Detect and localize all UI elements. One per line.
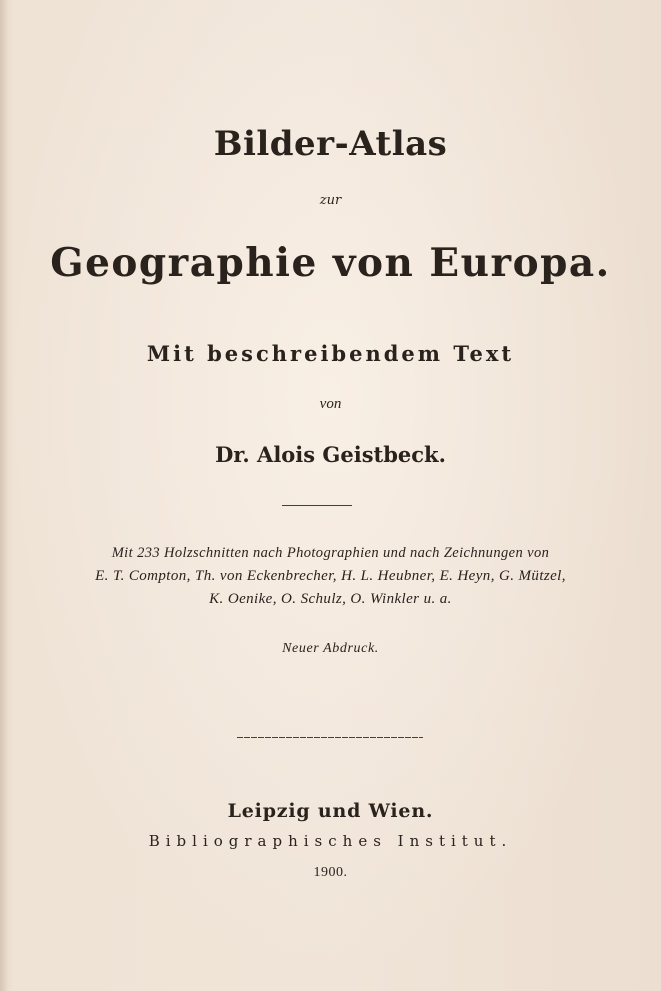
title-line-2: Geographie von Europa. <box>50 240 611 286</box>
illustrations-credit-line-3: K. Oenike, O. Schulz, O. Winkler u. a. <box>209 591 452 607</box>
divider-short <box>282 505 352 506</box>
by-line: von <box>319 396 342 412</box>
edition-note: Neuer Abdruck. <box>282 641 379 656</box>
author: Dr. Alois Geistbeck. <box>215 442 446 467</box>
title-connector: zur <box>319 193 342 208</box>
publisher: Bibliographisches Institut. <box>148 832 513 850</box>
subtitle: Mit beschreibendem Text <box>146 341 515 366</box>
illustrations-credit-line-2: E. T. Compton, Th. von Eckenbrecher, H. L. Heubner, E. Heyn, G. Mützel, <box>95 568 566 584</box>
divider-long <box>237 737 423 738</box>
publication-year: 1900. <box>313 865 348 880</box>
publication-place: Leipzig und Wien. <box>227 800 434 822</box>
title-line-1: Bilder-Atlas <box>213 124 448 164</box>
illustrations-credit-line-1: Mit 233 Holzschnitten nach Photographien und nach Zeichnungen von <box>111 545 550 561</box>
